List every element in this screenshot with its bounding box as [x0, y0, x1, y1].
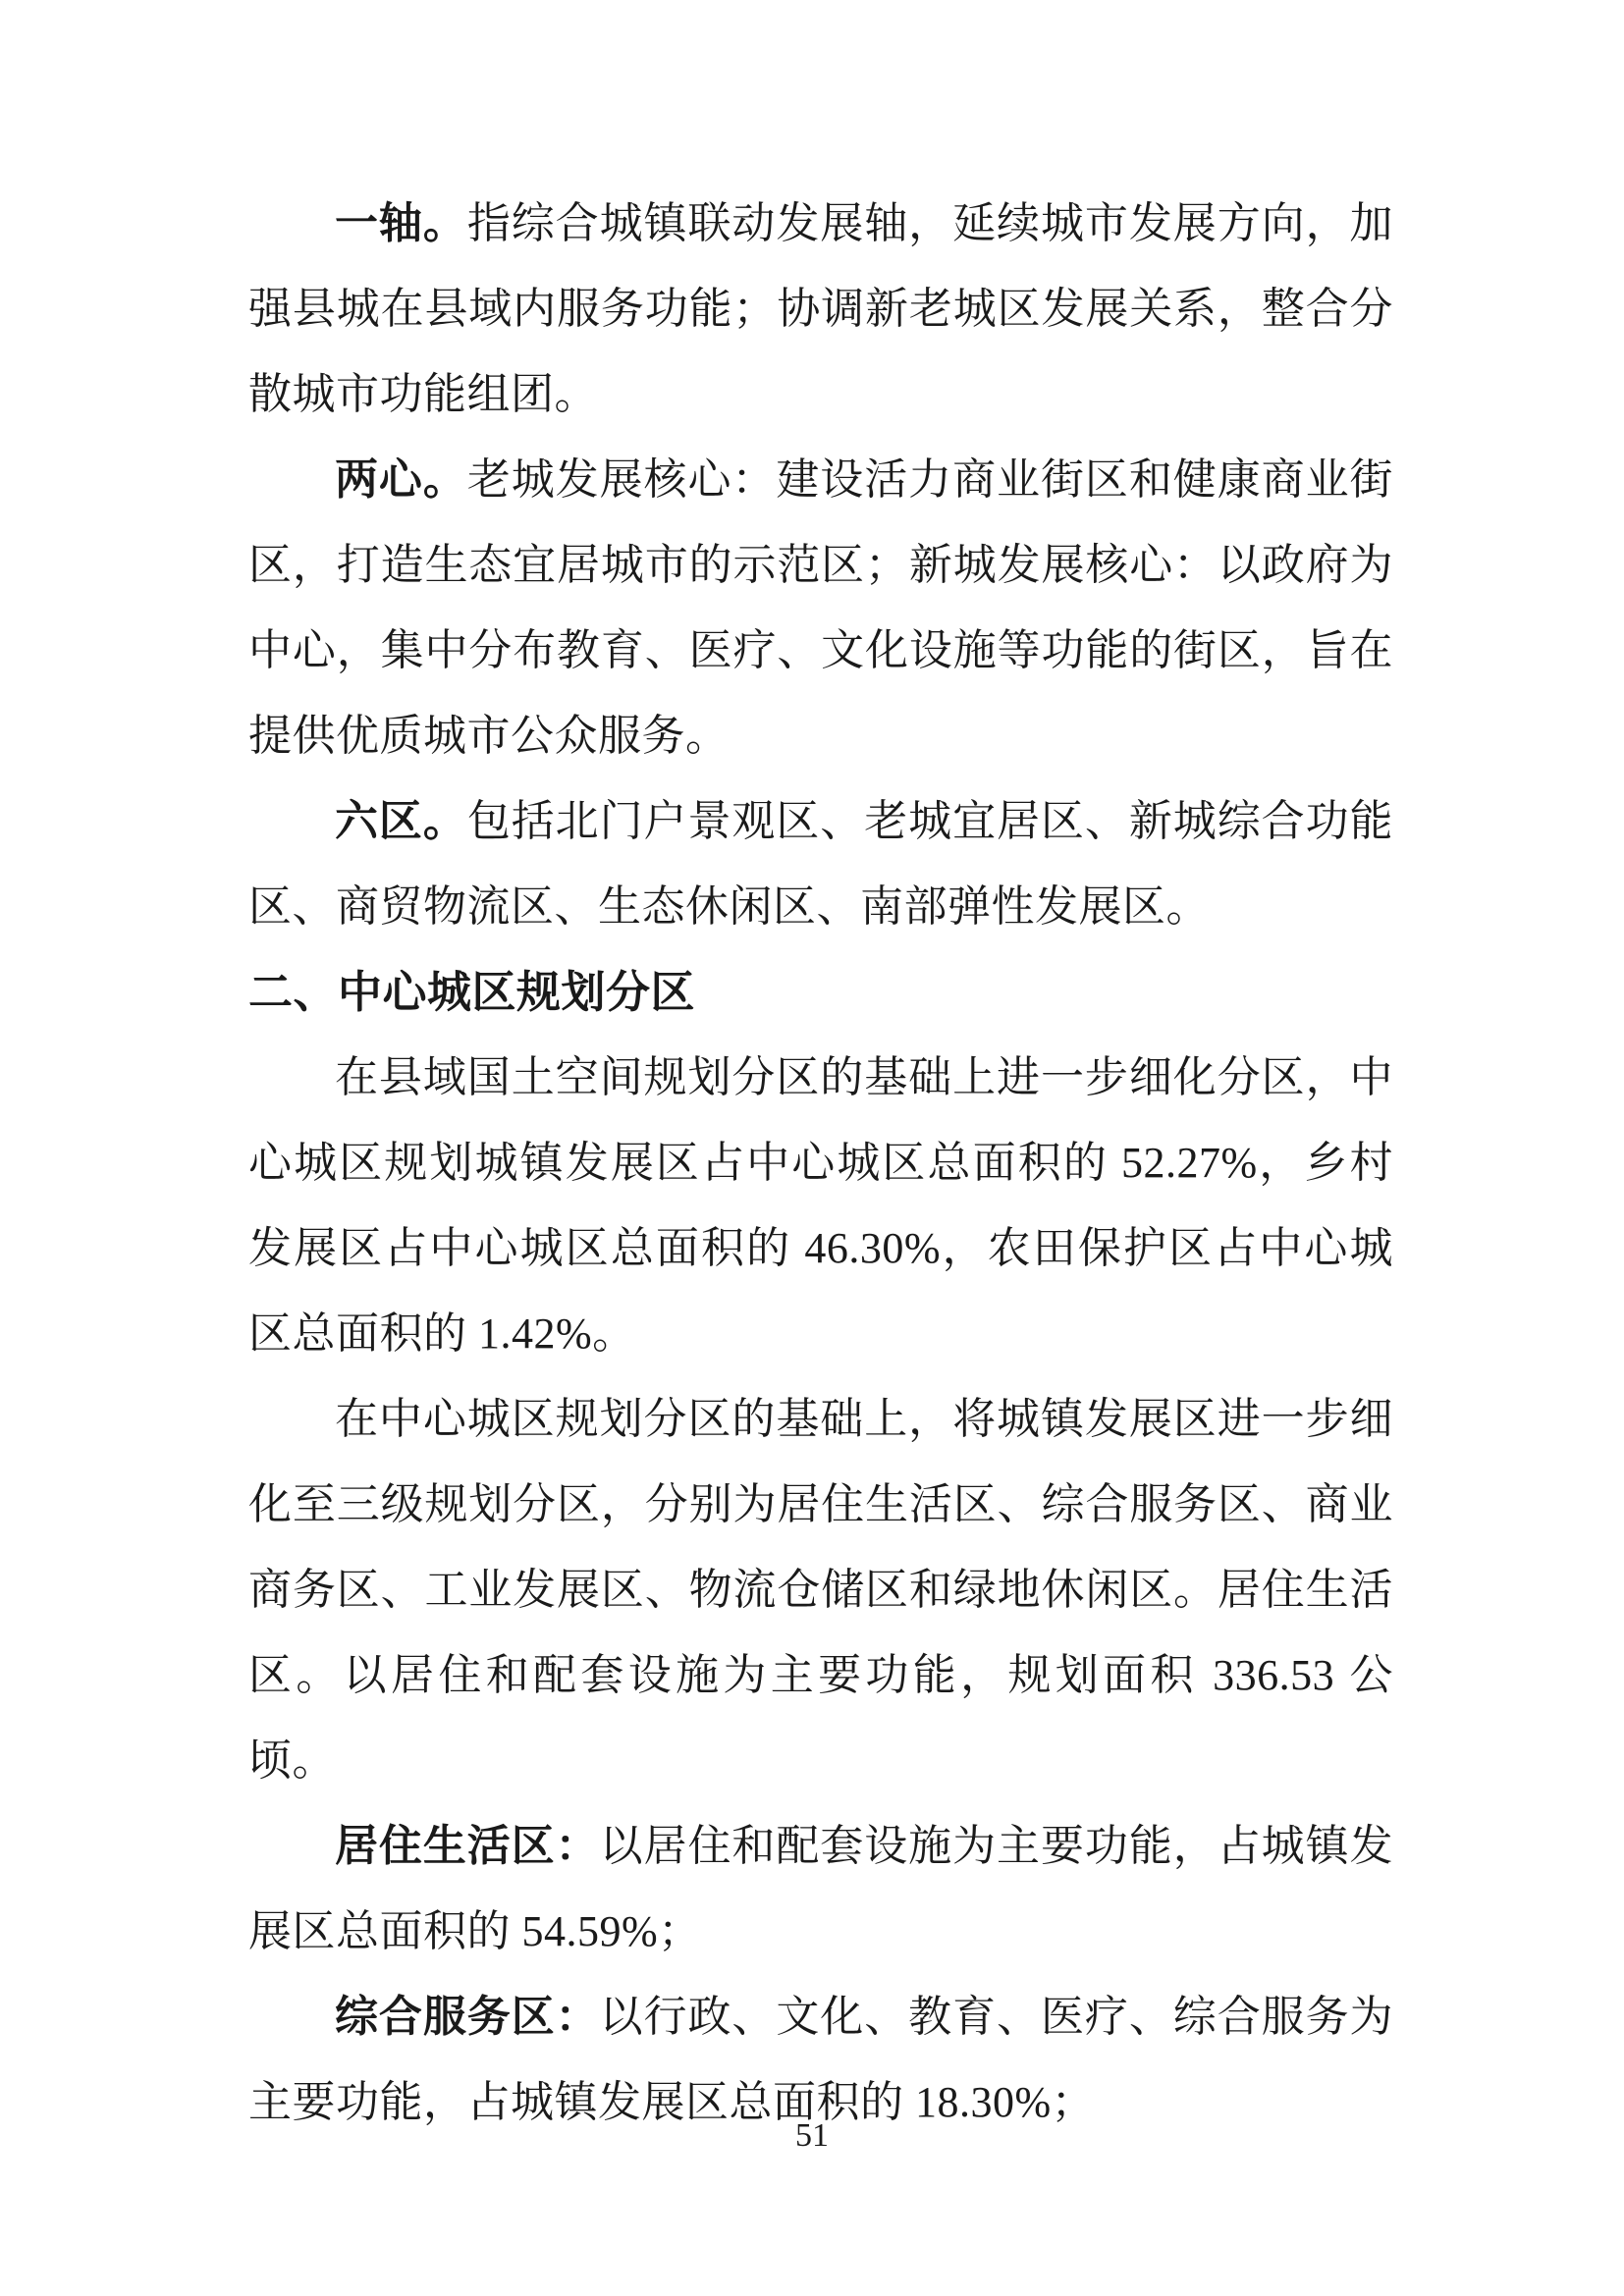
paragraph-text: 包括北门户景观区、老城宜居区、新城综合功能区、商贸物流区、生态休闲区、南部弹性发展区。	[248, 797, 1394, 931]
paragraph-text: 在中心城区规划分区的基础上，将城镇发展区进一步细化至三级规划分区，分别为居住生活区、综合服务区、商业商务区、工业发展区、物流仓储区和绿地休闲区。居住生活区。以居住和配套设施为主要功能，规划面积 336.53 公顷。	[248, 1395, 1393, 1785]
paragraph-text: 以居住和配套设施为主要功能，占城镇发展区总面积的 54.59%；	[248, 1822, 1393, 1955]
section-heading	[248, 949, 1393, 1035]
paragraph-text: 指综合城镇联动发展轴，延续城市发展方向，加强县城在县域内服务功能；协调新老城区发展关系，整合分散城市功能组团。	[248, 199, 1394, 418]
document-paragraph	[248, 181, 1393, 437]
document-paragraph	[248, 1376, 1393, 1803]
paragraph-lead-text: 综合服务区：	[335, 1993, 600, 2041]
document-paragraph	[248, 1803, 1393, 1974]
paragraph-lead-text: 二、中心城区规划分区	[248, 967, 696, 1017]
page-number: 51	[795, 2117, 829, 2154]
paragraph-text: 在县域国土空间规划分区的基础上进一步细化分区，中心城区规划城镇发展区占中心城区总面积的 52.27%，乡村发展区占中心城区总面积的 46.30%，农田保护区占中心城区总面积的 1.42%。	[248, 1053, 1393, 1358]
paragraph-lead-text: 六区。	[335, 797, 467, 845]
paragraph-text: 老城发展核心：建设活力商业街区和健康商业街区，打造生态宜居城市的示范区；新城发展核心：以政府为中心，集中分布教育、医疗、文化设施等功能的街区，旨在提供优质城市公众服务。	[248, 455, 1394, 760]
document-paragraph	[248, 1035, 1393, 1376]
document-paragraph	[248, 778, 1393, 949]
paragraph-lead-text: 居住生活区：	[335, 1822, 600, 1870]
paragraph-lead-text: 一轴。	[335, 199, 467, 247]
document-paragraph	[248, 437, 1393, 778]
paragraph-lead-text: 两心。	[335, 455, 467, 504]
document-body	[248, 181, 1393, 2145]
paragraph-text: 以行政、文化、教育、医疗、综合服务为主要功能，占城镇发展区总面积的 18.30%；	[248, 1993, 1393, 2126]
